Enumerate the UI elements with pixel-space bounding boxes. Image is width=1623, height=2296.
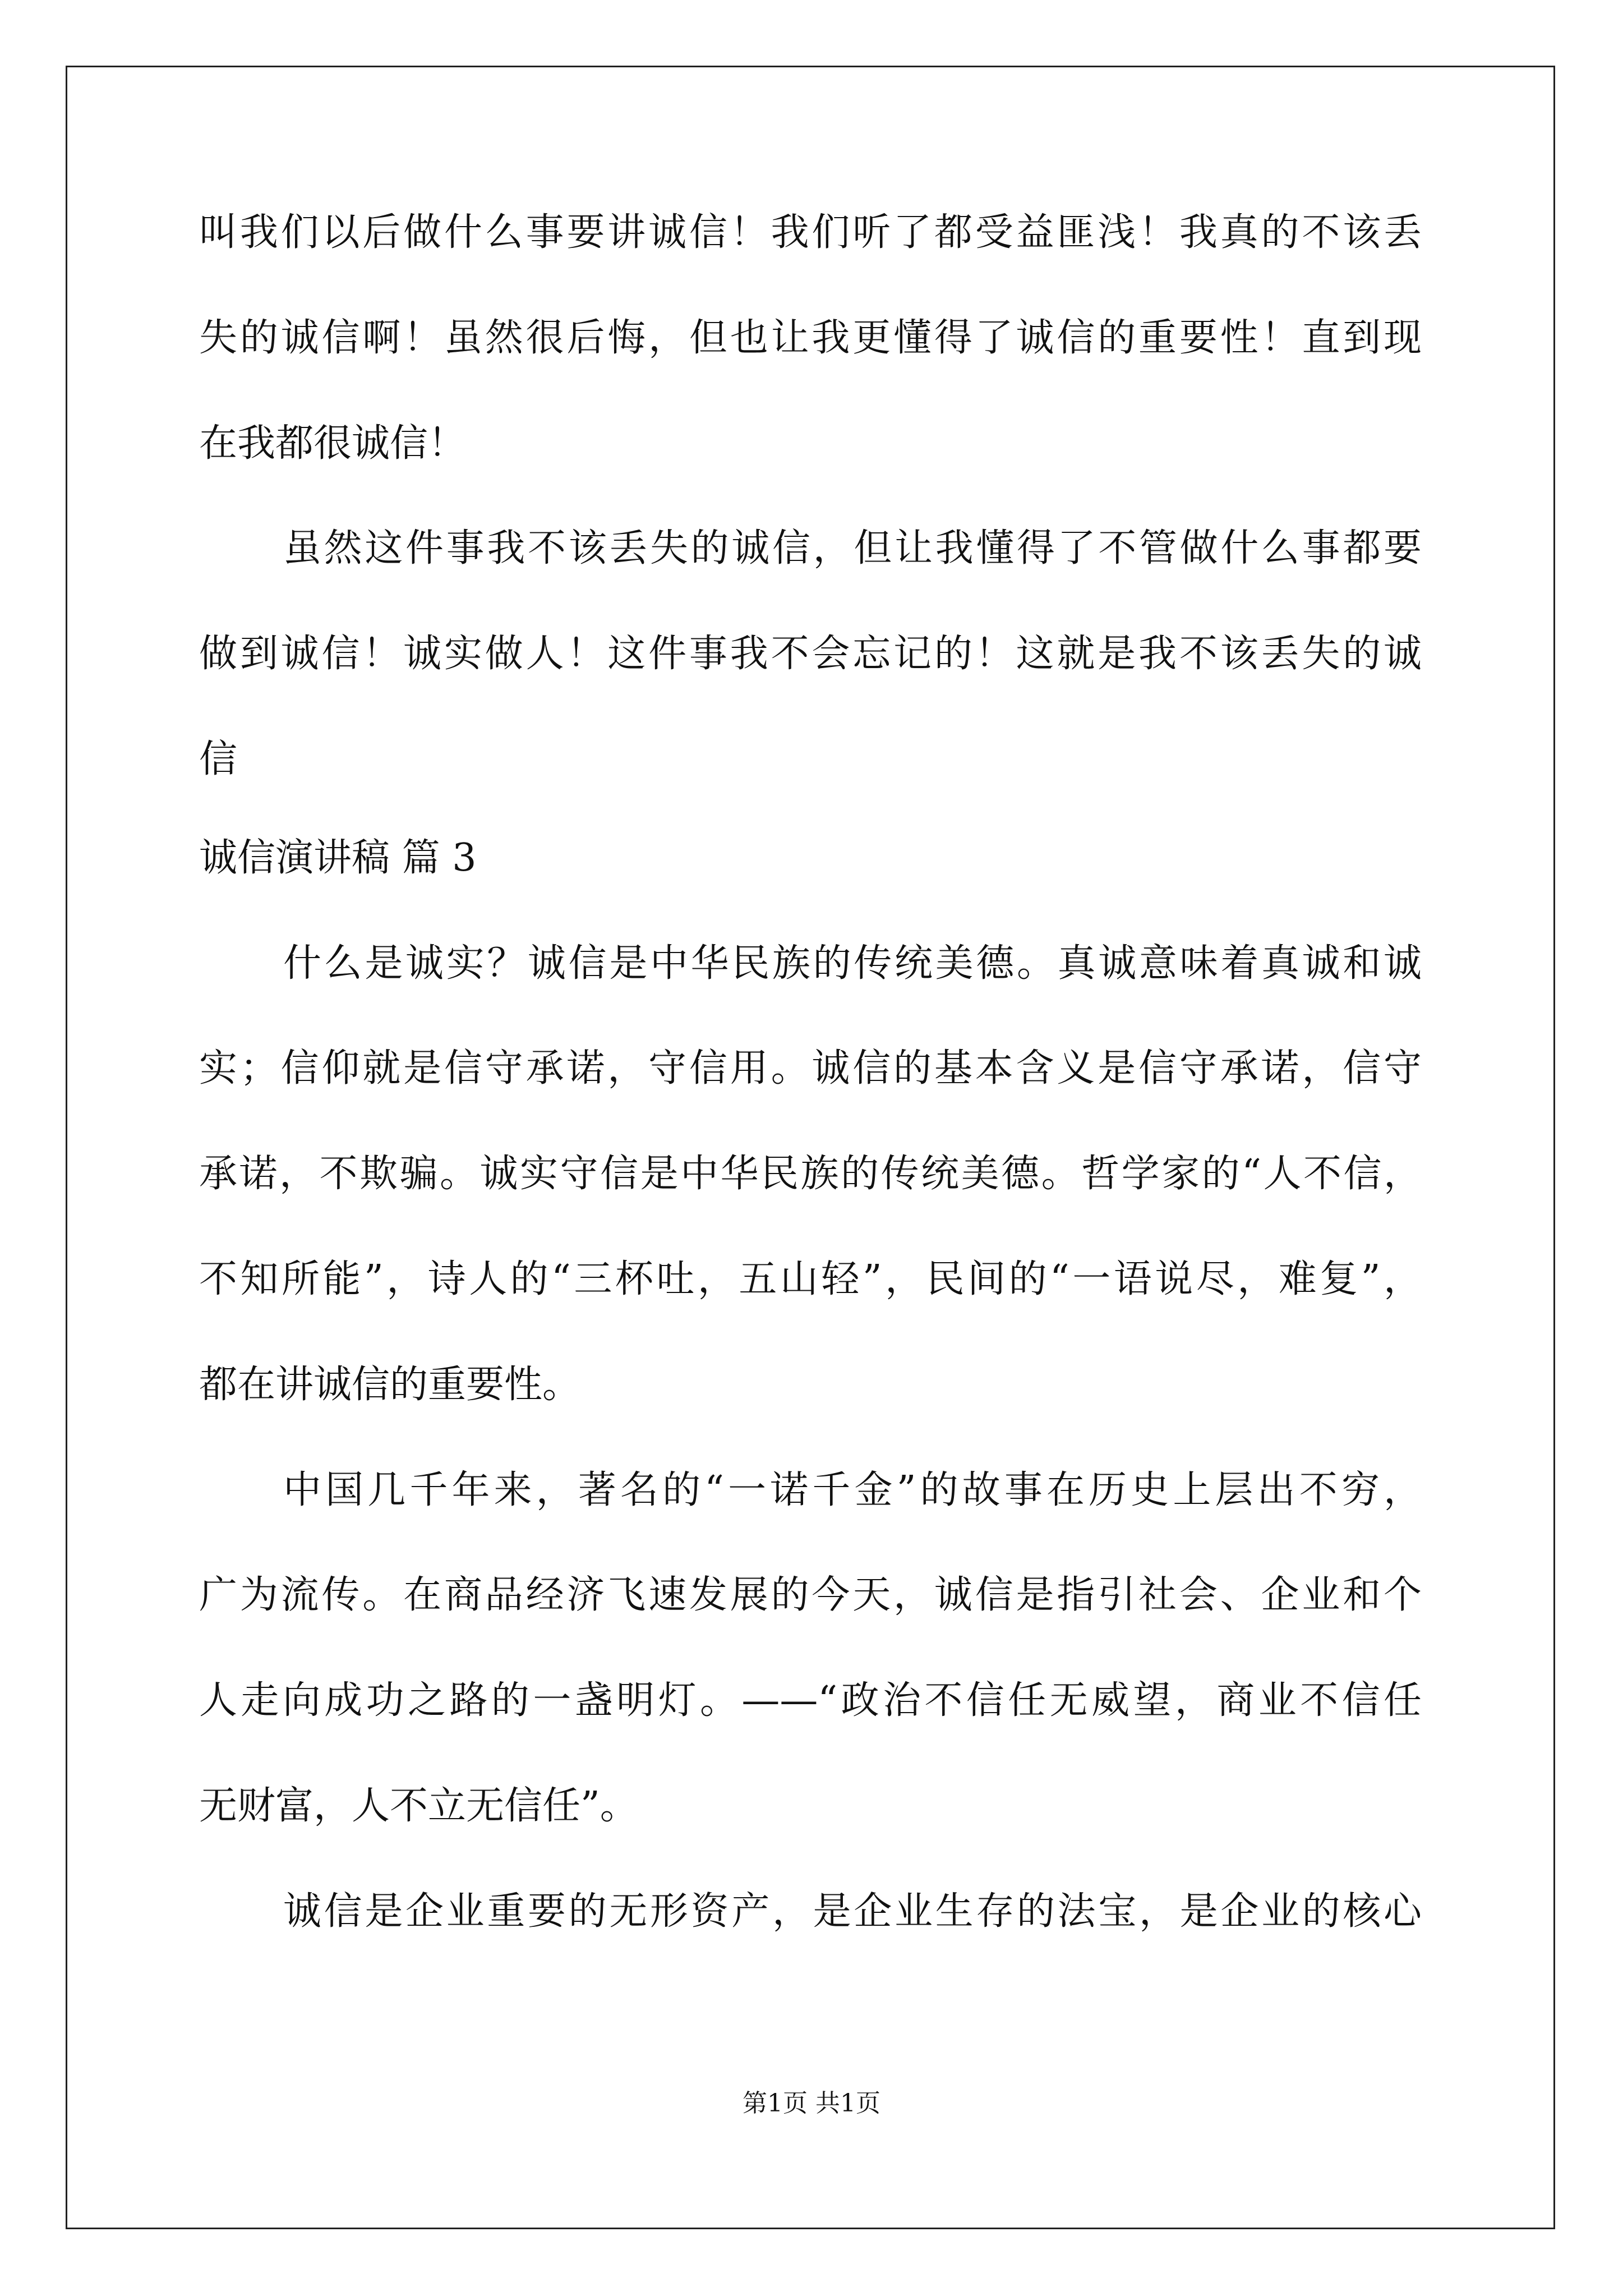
paragraph-line: 虽然这件事我不该丢失的诚信，但让我懂得了不管做什么事都要 bbox=[283, 526, 1422, 570]
paragraph-line: 信 bbox=[199, 737, 238, 781]
paragraph-line: 都在讲诚信的重要性。 bbox=[199, 1363, 581, 1407]
section-heading: 诚信演讲稿 篇 3 bbox=[199, 836, 477, 880]
paragraph-line: 承诺，不欺骗。诚实守信是中华民族的传统美德。哲学家的“人不信， bbox=[199, 1152, 1422, 1196]
paragraph-line: 人走向成功之路的一盏明灯。——“政治不信任无威望，商业不信任 bbox=[199, 1678, 1422, 1723]
paragraph-line: 中国几千年来，著名的“一诺千金”的故事在历史上层出不穷， bbox=[283, 1468, 1422, 1512]
paragraph-line: 无财富，人不立无信任”。 bbox=[199, 1784, 638, 1828]
paragraph-line: 实；信仰就是信守承诺，守信用。诚信的基本含义是信守承诺，信守 bbox=[199, 1046, 1422, 1091]
paragraph-line: 叫我们以后做什么事要讲诚信！我们听了都受益匪浅！我真的不该丢 bbox=[199, 210, 1422, 255]
paragraph-line: 做到诚信！诚实做人！这件事我不会忘记的！这就是我不该丢失的诚 bbox=[199, 632, 1422, 676]
page-footer: 第1页 共1页 bbox=[743, 2089, 880, 2118]
paragraph-line: 广为流传。在商品经济飞速发展的今天，诚信是指引社会、企业和个 bbox=[199, 1573, 1422, 1617]
paragraph-line: 在我都很诚信！ bbox=[199, 421, 467, 466]
paragraph-line: 什么是诚实？诚信是中华民族的传统美德。真诚意味着真诚和诚 bbox=[283, 941, 1422, 986]
paragraph-line: 不知所能”，诗人的“三杯吐，五山轻”，民间的“一语说尽，难复”， bbox=[199, 1257, 1422, 1301]
paragraph-line: 失的诚信啊！虽然很后悔，但也让我更懂得了诚信的重要性！直到现 bbox=[199, 316, 1422, 360]
paragraph-line: 诚信是企业重要的无形资产，是企业生存的法宝，是企业的核心 bbox=[283, 1889, 1422, 1934]
